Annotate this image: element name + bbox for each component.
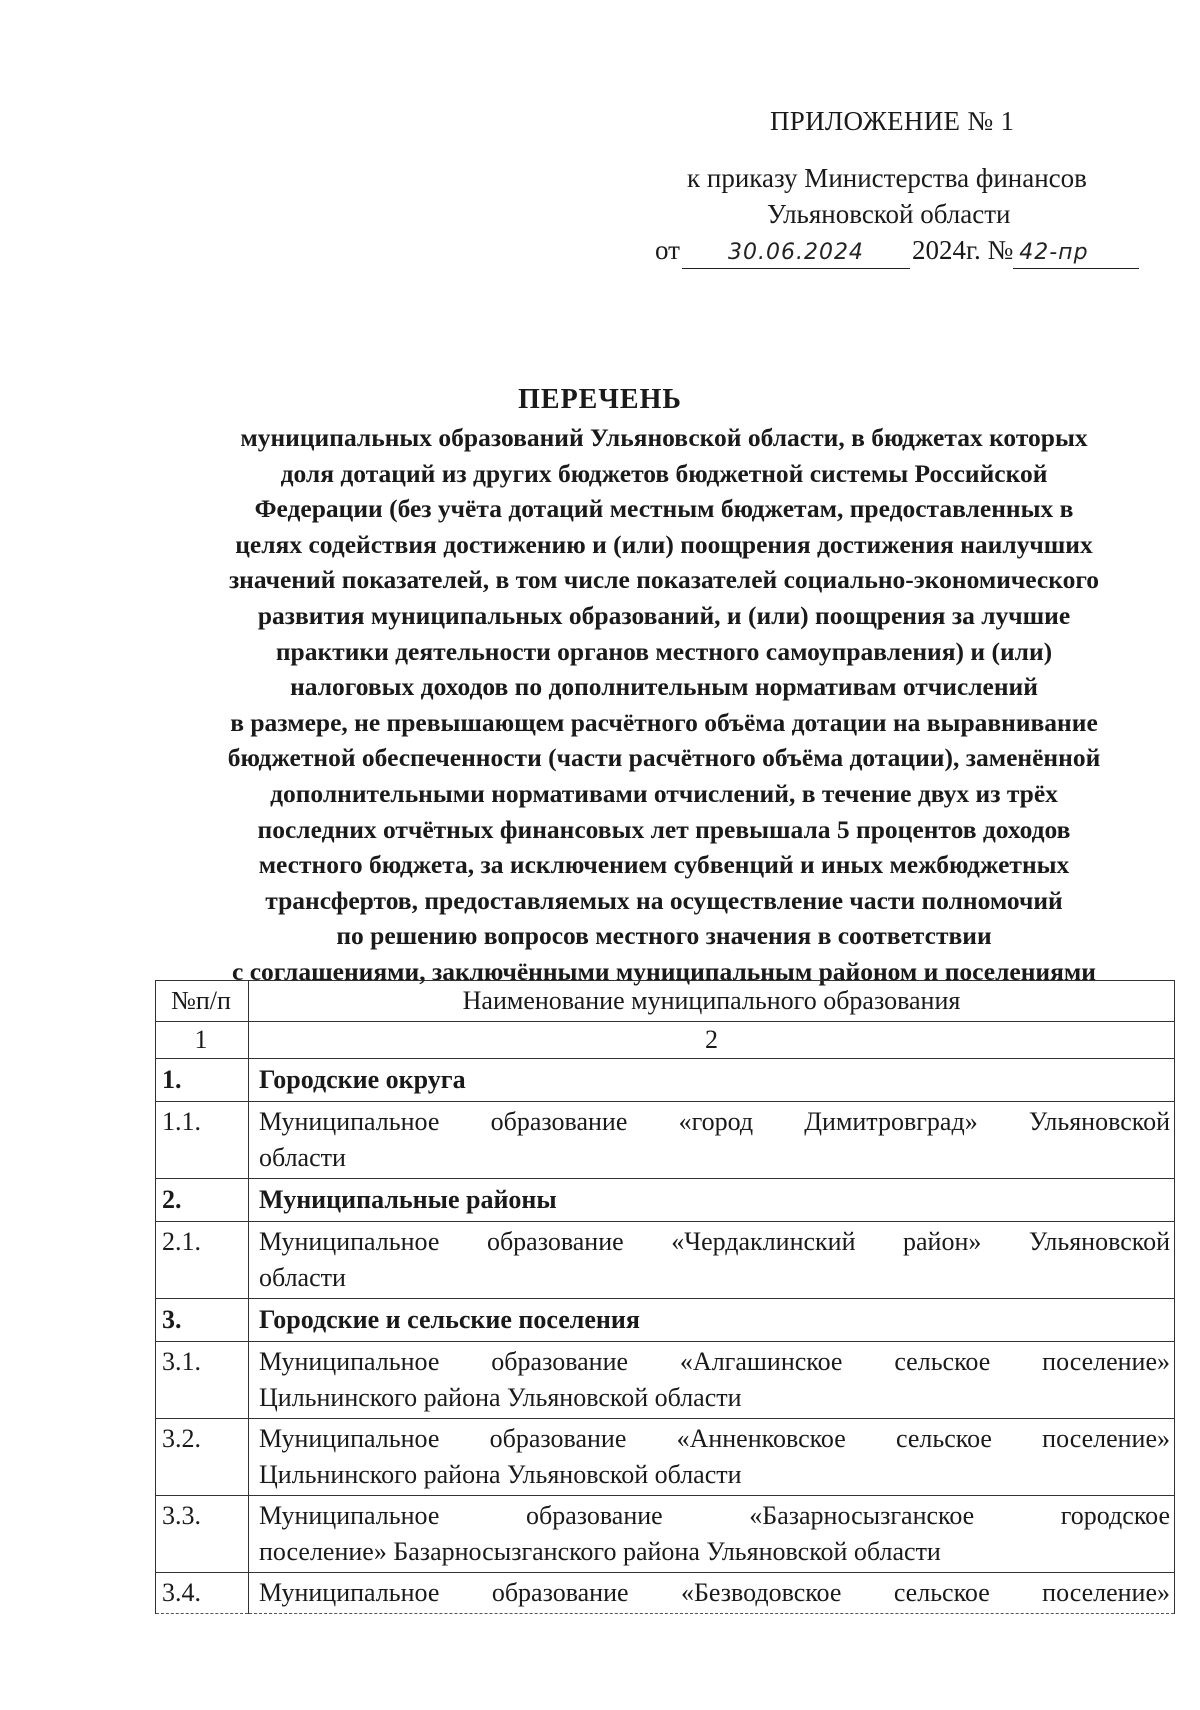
name-line: Муниципальное образование «Алгашинское сельское поселение» xyxy=(259,1347,1170,1376)
header-name-cell: Наименование муниципального образования xyxy=(249,981,1175,1022)
name-line: Цильнинского района Ульяновской области xyxy=(259,1383,742,1412)
column-index-2: 2 xyxy=(249,1022,1175,1059)
subtitle-line: с соглашениями, заключёнными муниципальным районом и поселениями xyxy=(232,956,1096,986)
name-line: области xyxy=(259,1143,346,1172)
table-row xyxy=(156,1419,1175,1496)
municipality-name xyxy=(249,1496,1175,1573)
municipality-name xyxy=(249,1342,1175,1419)
name-line: Муниципальное образование «Анненковское сельское поселение» xyxy=(259,1424,1170,1453)
order-line-ministry: к приказу Министерства финансов xyxy=(687,163,1087,193)
subtitle-line: целях содействия достижению и (или) поощрения достижения наилучших xyxy=(235,529,1093,559)
document-title: ПЕРЕЧЕНЬ xyxy=(518,384,682,415)
subtitle-line: развития муниципальных образований, и (или) поощрения за лучшие xyxy=(257,600,1071,630)
document-subtitle xyxy=(160,420,1168,990)
row-number: 3.4. xyxy=(156,1573,249,1614)
municipality-name xyxy=(249,1419,1175,1496)
subtitle-line: последних отчётных финансовых лет превышала 5 процентов доходов xyxy=(257,814,1071,844)
section-heading: Городские округа xyxy=(249,1059,1175,1102)
row-number: 3.3. xyxy=(156,1496,249,1573)
row-number: 1.1. xyxy=(156,1102,249,1179)
table-header-row xyxy=(156,981,1175,1022)
name-line: Муниципальное образование «Безводовское сельское поселение» xyxy=(259,1578,1170,1607)
subtitle-line: значений показателей, в том числе показателей социально-экономического xyxy=(228,565,1100,595)
subtitle-line: налоговых доходов по дополнительным нормативам отчислений xyxy=(290,672,1038,702)
subtitle-line: муниципальных образований Ульяновской области, в бюджетах которых xyxy=(240,423,1088,452)
table-column-index-row xyxy=(156,1022,1175,1059)
table-row xyxy=(156,1059,1175,1102)
date-prefix: от xyxy=(655,235,680,265)
year-number-label: 2024г. № xyxy=(911,235,1014,265)
section-heading: Муниципальные районы xyxy=(249,1179,1175,1222)
municipalities-table xyxy=(155,980,1175,1614)
row-number: 3.1. xyxy=(156,1342,249,1419)
name-line: Муниципальное образование «Базарносызганское городское xyxy=(259,1501,1170,1530)
order-reference xyxy=(640,160,1140,269)
table-row xyxy=(156,1342,1175,1419)
municipality-name xyxy=(249,1102,1175,1179)
appendix-label: ПРИЛОЖЕНИЕ № 1 xyxy=(770,106,1015,136)
section-heading: Городские и сельские поселения xyxy=(249,1299,1175,1342)
order-line-region: Ульяновской области xyxy=(767,199,1011,229)
table-row xyxy=(156,1222,1175,1299)
name-line: Муниципальное образование «город Димитровград» Ульяновской xyxy=(259,1107,1170,1136)
handwritten-order-number: 42-пр xyxy=(1013,238,1139,269)
column-index-1: 1 xyxy=(156,1022,249,1059)
subtitle-line: по решению вопросов местного значения в соответствии xyxy=(336,921,992,951)
row-number: 2.1. xyxy=(156,1222,249,1299)
subtitle-line: бюджетной обеспеченности (части расчётного объёма дотации), заменённой xyxy=(227,743,1101,773)
subtitle-line: Федерации (без учёта дотаций местным бюджетам, предоставленных в xyxy=(254,494,1074,524)
table-row xyxy=(156,1573,1175,1614)
subtitle-line: в размере, не превышающем расчётного объёма дотации на выравнивание xyxy=(230,707,1098,737)
subtitle-line: практики деятельности органов местного самоуправления) и (или) xyxy=(275,636,1053,666)
municipality-name xyxy=(249,1573,1175,1614)
name-line: области xyxy=(259,1263,346,1292)
handwritten-date: 30.06.2024 xyxy=(682,238,910,269)
order-date-number-line xyxy=(655,232,1140,269)
municipality-name xyxy=(249,1222,1175,1299)
subtitle-line: местного бюджета, за исключением субвенций и иных межбюджетных xyxy=(258,850,1070,880)
table-row xyxy=(156,1496,1175,1573)
subtitle-line: доля дотаций из других бюджетов бюджетной системы Российской xyxy=(280,458,1048,488)
row-number: 1. xyxy=(156,1059,249,1102)
name-line: Цильнинского района Ульяновской области xyxy=(259,1460,742,1489)
name-line: поселение» Базарносызганского района Ульяновской области xyxy=(259,1537,941,1566)
name-line: Муниципальное образование «Чердаклинский район» Ульяновской xyxy=(259,1227,1170,1256)
subtitle-line: трансфертов, предоставляемых на осуществление части полномочий xyxy=(265,885,1063,915)
row-number: 3. xyxy=(156,1299,249,1342)
row-number: 3.2. xyxy=(156,1419,249,1496)
table-row xyxy=(156,1102,1175,1179)
table-row xyxy=(156,1179,1175,1222)
subtitle-line: дополнительными нормативами отчислений, в течение двух из трёх xyxy=(270,778,1058,808)
row-number: 2. xyxy=(156,1179,249,1222)
table-row xyxy=(156,1299,1175,1342)
header-number-cell: №п/п xyxy=(156,981,249,1022)
